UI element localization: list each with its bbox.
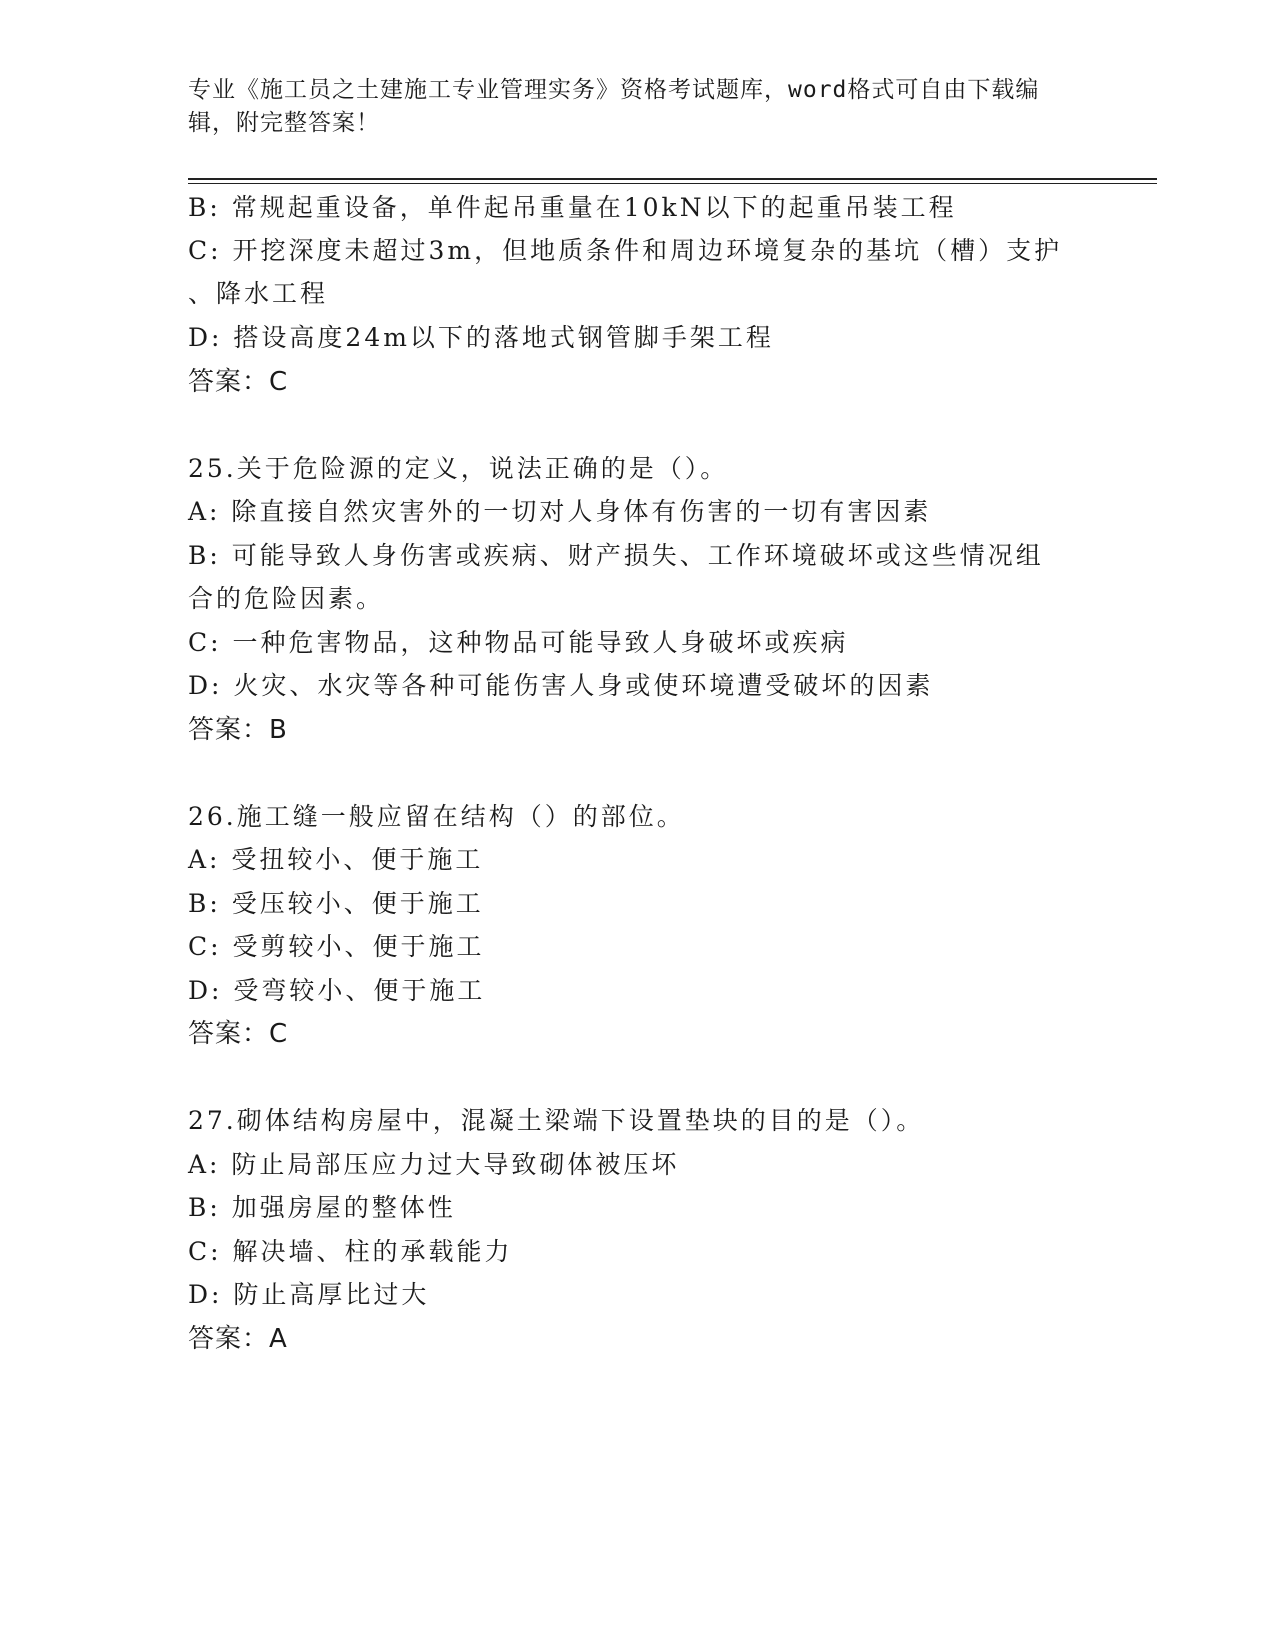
q26-stem: 26.施工缝一般应留在结构（）的部位。	[188, 802, 685, 831]
prev-option-b: B: 常规起重设备，单件起吊重量在10kN以下的起重吊装工程	[188, 193, 957, 222]
header-line-1: 专业《施工员之土建施工专业管理实务》资格考试题库，word格式可自由下载编	[188, 77, 1040, 103]
q26-option-b: B: 受压较小、便于施工	[188, 889, 484, 918]
q25-option-b: B: 可能导致人身伤害或疾病、财产损失、工作环境破坏或这些情况组	[188, 541, 1044, 570]
q26-option-c: C: 受剪较小、便于施工	[188, 932, 485, 961]
q27-answer: 答案：A	[188, 1324, 288, 1354]
header-rule-thick	[188, 178, 1157, 180]
q27-option-c: C: 解决墙、柱的承载能力	[188, 1237, 513, 1266]
q25-option-b-cont: 合的危险因素。	[188, 584, 385, 613]
q27-option-d: D: 防止高厚比过大	[188, 1280, 430, 1309]
prev-option-d: D: 搭设高度24m以下的落地式钢管脚手架工程	[188, 323, 774, 352]
document-header	[188, 74, 1088, 140]
q25-option-c: C: 一种危害物品，这种物品可能导致人身破坏或疾病	[188, 628, 849, 657]
prev-option-c-cont: 、降水工程	[188, 279, 329, 308]
prev-option-c: C: 开挖深度未超过3m，但地质条件和周边环境复杂的基坑（槽）支护	[188, 236, 1063, 265]
header-line-2: 辑，附完整答案！	[188, 110, 380, 136]
q25-option-d: D: 火灾、水灾等各种可能伤害人身或使环境遭受破坏的因素	[188, 671, 934, 700]
q26-option-a: A: 受扭较小、便于施工	[188, 845, 484, 874]
header-rule-thin	[188, 183, 1157, 184]
q25-stem: 25.关于危险源的定义，说法正确的是（）。	[188, 454, 729, 483]
q27-option-a: A: 防止局部压应力过大导致砌体被压坏	[188, 1150, 680, 1179]
q27-stem: 27.砌体结构房屋中，混凝土梁端下设置垫块的目的是（）。	[188, 1106, 925, 1135]
q25-option-a: A: 除直接自然灾害外的一切对人身体有伤害的一切有害因素	[188, 497, 932, 526]
prev-answer: 答案：C	[188, 367, 289, 397]
q26-option-d: D: 受弯较小、便于施工	[188, 976, 486, 1005]
q26-answer: 答案：C	[188, 1019, 289, 1049]
q25-answer: 答案：B	[188, 715, 288, 745]
q27-option-b: B: 加强房屋的整体性	[188, 1193, 456, 1222]
